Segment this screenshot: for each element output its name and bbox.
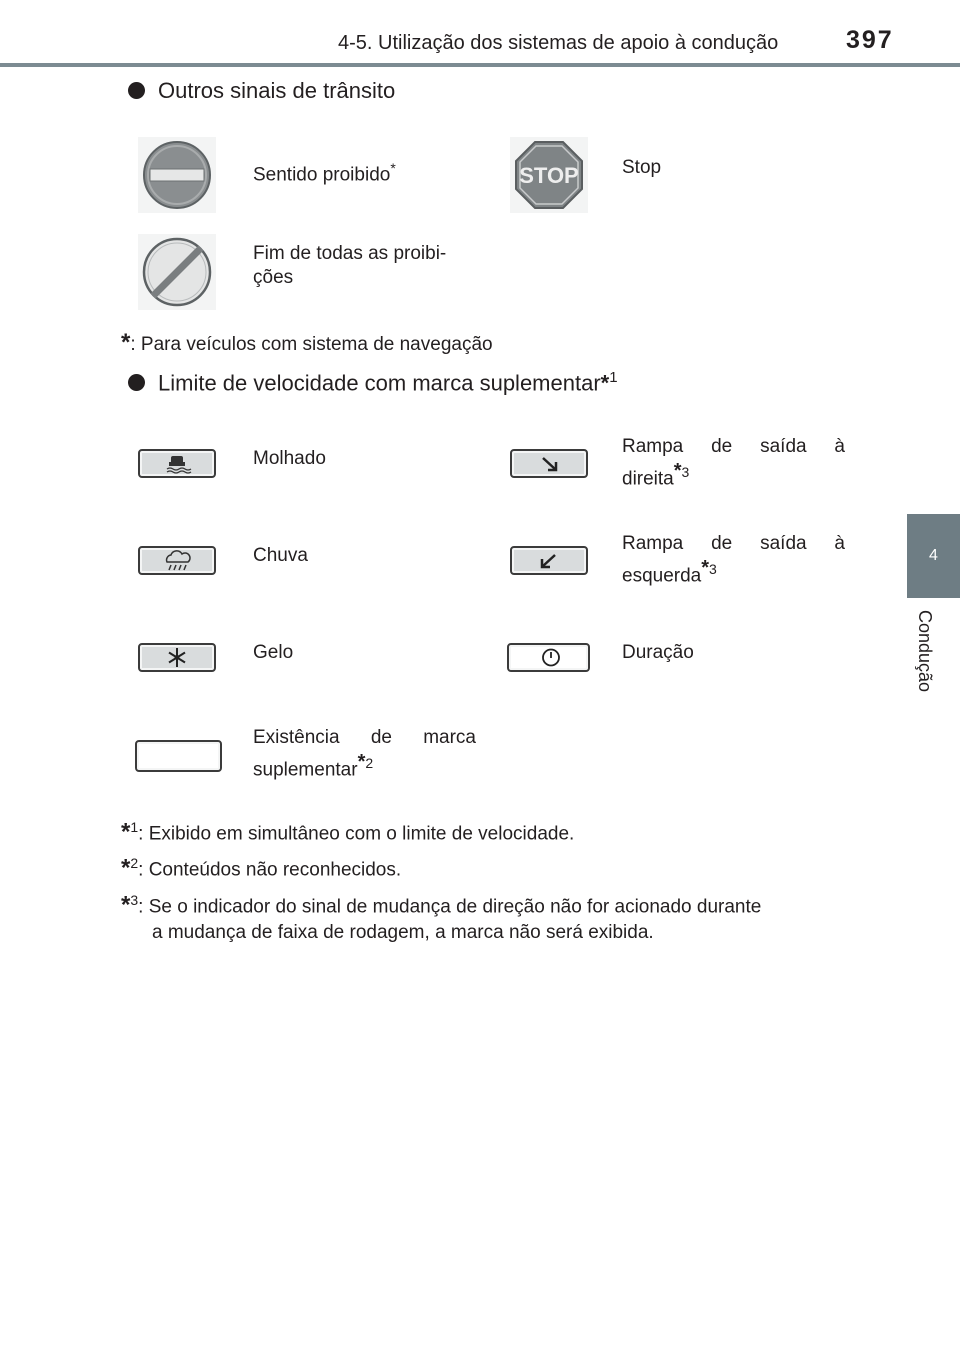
stop-sign-text: STOP: [519, 163, 579, 188]
rain-plate-icon: [138, 546, 216, 575]
page-number: 397: [846, 26, 894, 54]
running-header: 4-5. Utilização dos sistemas de apoio à condução: [338, 32, 779, 54]
page-footer: [0, 1326, 960, 1360]
bullet-icon: [128, 82, 145, 99]
stop-sign-icon: [510, 137, 588, 213]
clock-plate-icon: [507, 643, 590, 672]
label-no-entry: Sentido proibido*: [253, 160, 396, 186]
chapter-tab: 4: [907, 514, 960, 598]
snowflake-plate-icon: [138, 643, 216, 672]
label-wet: Molhado: [253, 448, 326, 469]
footnote-navigation: *: Para veículos com sistema de navegação: [121, 329, 493, 356]
label-exit-right: Rampa de saída à direita$^{*3}$: [622, 436, 845, 490]
end-of-prohibitions-sign-icon: [138, 234, 216, 310]
blank-plate-icon: [135, 740, 222, 772]
label-end-of-prohibitions: Fim de todas as proibi- ções: [253, 243, 447, 288]
label-stop: Stop: [622, 157, 662, 178]
label-exit-left: Rampa de saída à esquerda$^{*3}$: [622, 533, 845, 587]
footnote-2: *$^2$: Conteúdos não reconhecidos.: [121, 854, 402, 882]
header-rule: [0, 63, 960, 67]
label-rain: Chuva: [253, 545, 308, 566]
section-heading-other-signs: Outros sinais de trânsito: [128, 78, 395, 104]
label-supplementary-mark: Existência de marca suplementar$^{*2}$: [253, 727, 476, 781]
exit-left-arrow-plate-icon: [510, 546, 588, 575]
no-entry-sign-icon: [138, 137, 216, 213]
footnote-3: *$^3$: Se o indicador do sinal de mudança de direção não for acionado durante a mudança de faixa de rodagem, a marca não será exibida.: [121, 891, 762, 944]
label-duration: Duração: [622, 642, 694, 663]
bullet-icon: [128, 374, 145, 391]
label-ice: Gelo: [253, 642, 294, 663]
wet-road-plate-icon: [138, 449, 216, 478]
chapter-label: Condução: [915, 610, 935, 693]
exit-right-arrow-plate-icon: [510, 449, 588, 478]
section-heading-speed-limit: Limite de velocidade com marca suplementar*$^1$: [128, 369, 618, 396]
footnote-1: *$^1$: Exibido em simultâneo com o limite de velocidade.: [121, 818, 575, 846]
